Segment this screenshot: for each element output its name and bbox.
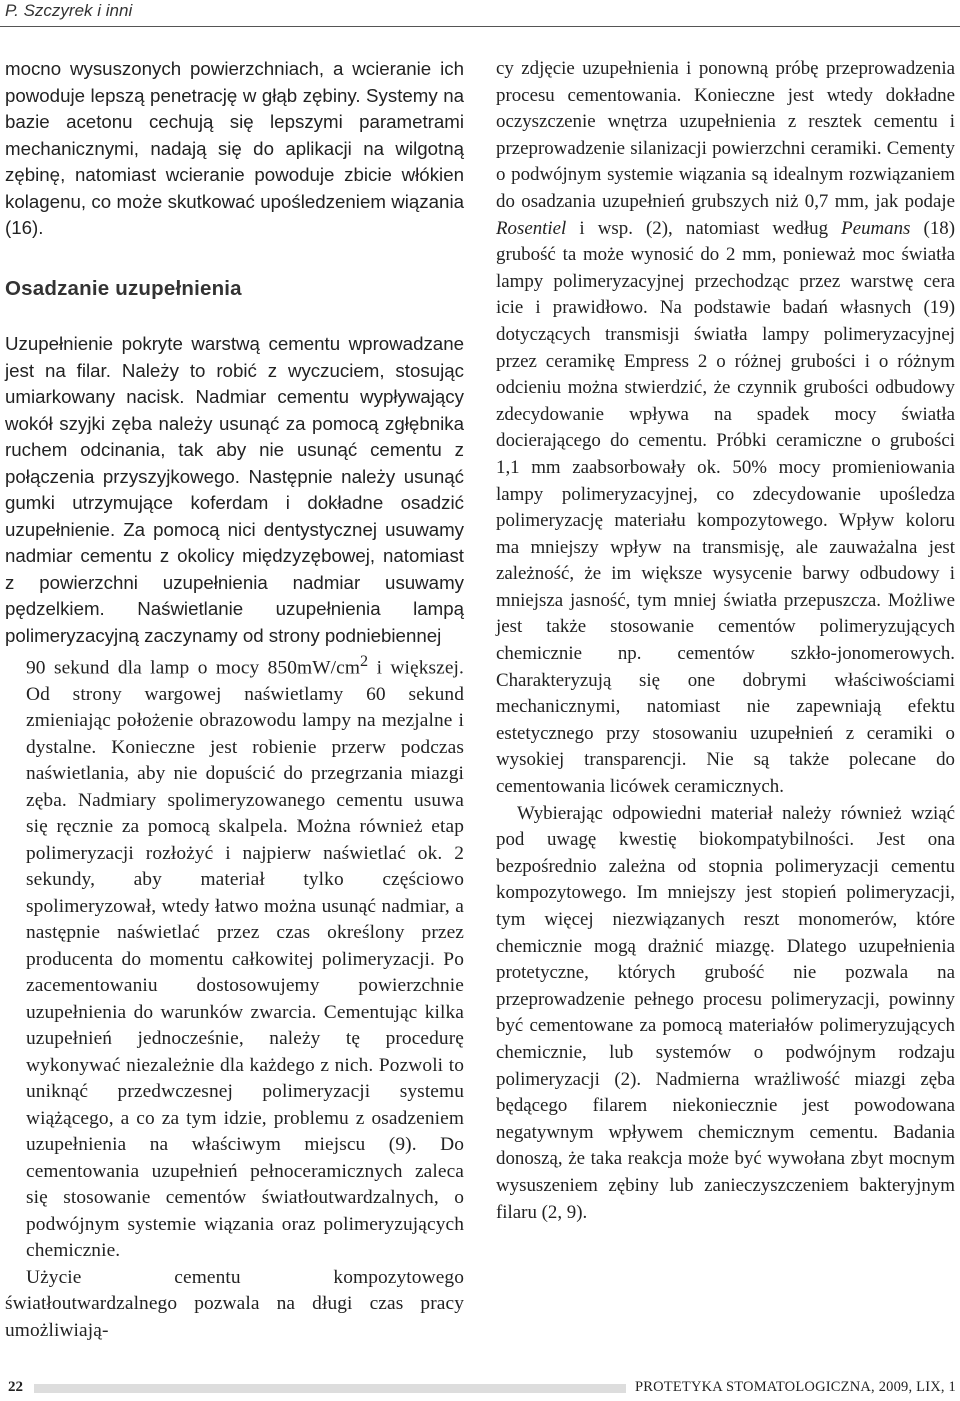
section-heading: Osadzanie uzupełnienia <box>5 276 242 300</box>
paragraph: Użycie cementu kompozytowego światłoutwardzalnego pozwala na długi czas pracy umożliwiają- <box>5 1266 464 1341</box>
running-title: P. Szczyrek i inni <box>5 1 133 20</box>
paragraph: mocno wysuszonych powierzchniach, a wcieranie ich powoduje lepszą penetrację w głąb zębiny. Systemy na bazie acetonu cechują się lepszymi parametrami mechanicznymi, nadają się do aplikacji na wilgotną zębinę, natomiast wcieranie powoduje zbicie włókien kolagenu, co może skutkować upośledzeniem wiązania (16). <box>5 58 464 238</box>
superscript: 2 <box>360 653 369 670</box>
page-number: 22 <box>8 1379 23 1395</box>
journal-citation: PROTETYKA STOMATOLOGICZNA, 2009, LIX, 1 <box>634 1379 956 1395</box>
text-run: i wsp. (2), natomiast według <box>566 217 842 239</box>
paragraph <box>5 649 464 1265</box>
right-column <box>496 56 955 1226</box>
author-name: Peumans <box>841 217 911 239</box>
paragraph <box>496 56 955 801</box>
paragraph: Wybierając odpowiedni materiał należy również wziąć pod uwagę kwestię biokompatybilności. Jest ona bezpośrednio zależna od stopnia polimeryzacji cementu kompozytowego. Im mniejszy jest stopień polimeryzacji, tym więcej niezwiązanych reszt monomerów, które chemicznie mogą drażnić miazgę. Dlatego uzupełnienia protetyczne, których grubość nie pozwala na przeprowadzenie pełnego procesu polimeryzacji, powinny być cementowane za pomocą materiałów polimeryzujących chemicznie, lub systemów o podwójnym rodzaju polimeryzacji (2). Nadmierna wrażliwość miazgi zęba będącego filarem niekoniecznie jest powodowana negatywnym wpływem chemicznym cementu. Badania donoszą, że taka reakcja może być wywołana zbyt mocnym wysuszeniem zębiny lub zanieczyszczeniem bakteryjnym filaru (2, 9). <box>496 802 955 1223</box>
left-column <box>5 56 464 1344</box>
header-rule <box>0 26 960 27</box>
text-run: i większej. Od strony wargowej naświetlamy 60 sekund zmieniając położenie obrazowodu lampy na mezjalne i dystalne. Konieczne jest robienie przerw podczas naświetlania, aby nie dopuścić do przegrzania miazgi zęba. Nadmiary spolimeryzowanego cementu usuwa się ręcznie za pomocą skalpela. Można również etap polimeryzacji rozłożyć i najpierw naświetlać ok. 2 sekundy, aby materiał tylko częściowo spolimeryzował, wtedy łatwo można usunąć nadmiar, a następnie naświetlać przez czas określony przez producenta do momentu całkowitej polimeryzacji. Po zacementowaniu dostosowujemy powierzchnie uzupełnienia do warunków zwarcia. Cementując kilka uzupełnień jednocześnie, należy tę procedurę wykonywać niezależnie dla każdego z nich. Pozwoli to uniknąć przedwczesnej polimeryzacji systemu wiążącego, a co za tym idzie, problemu z osadzeniem uzupełnienia na właściwym miejscu (9). Do cementowania uzupełnień pełnoceramicznych zaleca się stosowanie cementów światłoutwardzalnych, o podwójnym systemie wiązania oraz polimeryzujących chemicznie. <box>26 657 464 1262</box>
footer <box>0 1378 960 1398</box>
author-name: Rosentiel <box>496 217 567 239</box>
text-run: (18) grubość ta może wynosić do 2 mm, ponieważ moc światła lampy polimeryzacyjnej przechodząc przez warstwę cera icie i prawidłowo. Na podstawie badań własnych (19) dotyczących transmisji światła lampy polimeryzacyjnej przez ceramikę Empress 2 o różnej grubości i o różnym odcieniu można stwierdzić, że czynnik grubości odbudowy zdecydowanie wpływa na spadek mocy światła docierającego do cementu. Próbki ceramiczne o grubości 1,1 mm zaabsorbowały ok. 50% mocy promieniowania lampy polimeryzacyjnej, co zdecydowanie upośledza polimeryzację materiału kompozytowego. Wpływ koloru ma mniejszy wpływ na transmisję, ale zauważalna jest zależność, że im większe wysycenie barwy odbudowy i mniejsza jasność, tym mniej światła przepuszcza. Możliwe jest także stosowanie cementów polimeryzujących chemicznie np. cementów szkło-jonomerowych. Charakteryzują się one dobrymi właściwościami mechanicznymi, natomiast nie zapewniają efektu estetycznego przy stosowaniu uzupełnień z ceramiki o wysokiej transparencji. Nie są także polecane do cementowania licówek ceramicznych. <box>496 217 955 798</box>
footer-bar <box>34 1384 626 1393</box>
paragraph: Uzupełnienie pokryte warstwą cementu wprowadzane jest na filar. Należy to robić z wyczuciem, stosując umiarkowany nacisk. Nadmiar cementu wypływający wokół szyjki zęba należy usunąć za pomocą zgłębnika ruchem odcinania, tak aby nie usunąć cementu z połączenia przyszyjkowego. Następnie należy usunąć gumki utrzymujące koferdam i dokładne osadzić uzupełnienie. Za pomocą nici dentystycznej usuwamy nadmiar cementu z okolicy międzyzębowej, natomiast z powierzchni uzupełnienia nadmiar usuwamy pędzelkiem. Naświetlanie uzupełnienia lampą polimeryzacyjną zaczynamy od strony podniebiennej <box>5 333 464 646</box>
text-run: 90 sekund dla lamp o mocy 850mW/cm <box>26 657 361 679</box>
text-run: cy zdjęcie uzupełnienia i ponowną próbę przeprowadzenia procesu cementowania. Konieczne jest wtedy dokładne oczyszczenie wnętrza uzupełnienia z resztek cementu i przeprowadzenie silanizacji powierzchni ceramiki. Cementy o podwójnym systemie wiązania są idealnym rozwiązaniem do osadzania uzupełnień grubszych niż 0,7 mm, jak podaje <box>496 58 955 212</box>
